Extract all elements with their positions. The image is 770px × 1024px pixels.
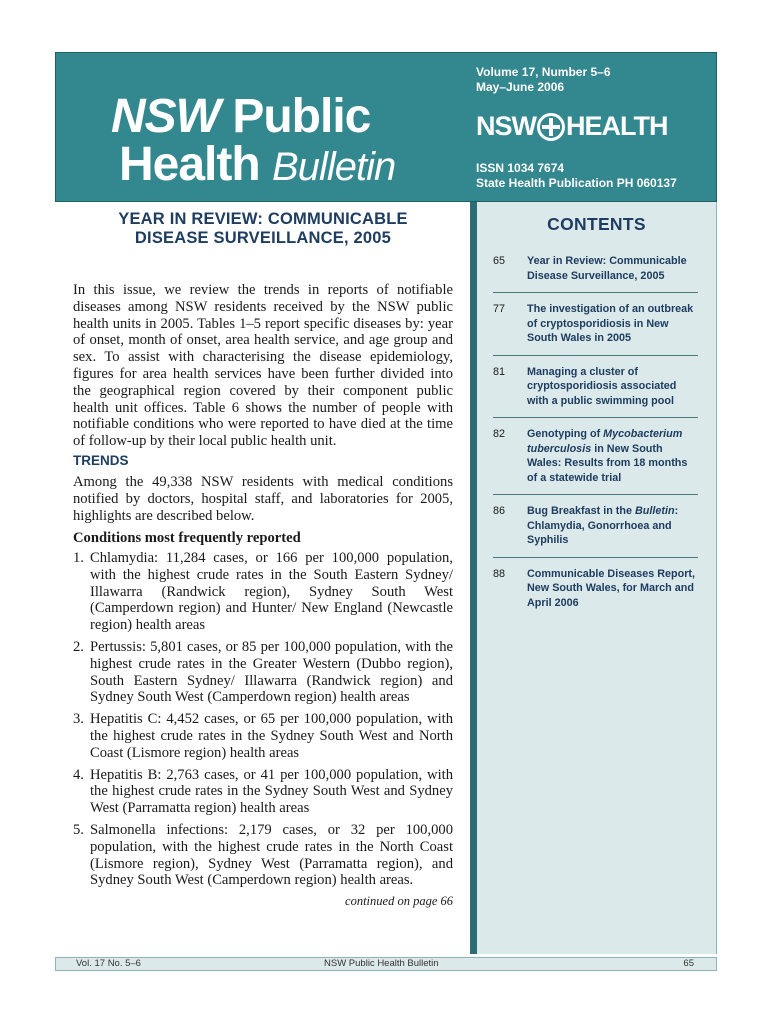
- contents-heading: CONTENTS: [547, 214, 646, 234]
- page-frame: [55, 52, 717, 971]
- contents-page: 77: [493, 303, 506, 315]
- list-text: Salmonella infections: 2,179 cases, or 32 per 100,000 population, with the highest crude rates in the North Coast (Lismore region), Sydney West (Parramatta region), and Sydney South West (Camperdown region) health areas.: [90, 821, 453, 889]
- title-public: Public: [219, 90, 371, 143]
- list-number: 4.: [73, 766, 84, 783]
- conditions-heading: Conditions most frequently reported: [73, 530, 301, 546]
- masthead: [55, 52, 717, 202]
- contents-item: [493, 567, 698, 620]
- article-title-line1: YEAR IN REVIEW: COMMUNICABLE: [118, 210, 408, 228]
- publication-number: State Health Publication PH 060137: [476, 176, 677, 190]
- contents-page: 81: [493, 365, 506, 378]
- trends-heading: TRENDS: [73, 453, 129, 468]
- contents-item: [493, 365, 698, 419]
- list-text: Pertussis: 5,801 cases, or 85 per 100,000 population, with the highest crude rates in the Greater Western (Dubbo region), South Eastern Sydney/ Illawarra (Randwick region) and Sydney South West (Camperdown region) health areas: [90, 638, 453, 706]
- contents-item: [493, 302, 698, 356]
- nsw-health-logo-left: NSW: [476, 111, 536, 141]
- contents-item: [493, 254, 698, 293]
- issue-info: [476, 65, 711, 95]
- contents-panel: [477, 202, 717, 954]
- article-title-line2: DISEASE SURVEILLANCE, 2005: [134, 229, 392, 247]
- nsw-health-logo-right: HEALTH: [566, 111, 668, 141]
- contents-item: [493, 504, 698, 558]
- trends-paragraph: Among the 49,338 NSW residents with medical conditions notified by doctors, hospital staff, and laboratories for 2005, highlights are described below.: [73, 474, 453, 524]
- page-footer: [55, 957, 717, 971]
- contents-title-italic: Mycobacterium tuberculosis: [527, 428, 683, 455]
- contents-title: Managing a cluster of cryptosporidiosis associated with a public swimming pool: [527, 365, 677, 407]
- title-bulletin: Bulletin: [272, 145, 396, 189]
- article-column: [73, 210, 453, 908]
- contents-title: Year in Review: Communicable Disease Surveillance, 2005: [527, 255, 687, 282]
- list-item: [73, 822, 453, 889]
- contents-list: [493, 254, 698, 628]
- list-item: [73, 550, 453, 634]
- contents-title: Communicable Diseases Report, New South Wales, for March and April 2006: [527, 567, 696, 609]
- contents-title-part: Genotyping of: [527, 428, 604, 440]
- footer-page-number: 65: [683, 958, 694, 969]
- contents-title-part: : Chlamydia, Gonorrhoea and Syphilis: [527, 505, 679, 546]
- list-number: 5.: [73, 821, 84, 838]
- issn: ISSN 1034 7674: [476, 161, 565, 175]
- contents-title: The investigation of an outbreak of cryptosporidiosis in New South Wales in 2005: [527, 303, 694, 344]
- article-title: [73, 210, 453, 248]
- title-health: Health: [119, 138, 260, 191]
- list-text: Hepatitis C: 4,452 cases, or 65 per 100,000 population, with the highest crude rates in the Sydney South West and North Coast (Lismore region) health areas: [90, 711, 453, 761]
- conditions-list: [73, 550, 453, 894]
- continued-note: continued on page 66: [345, 894, 453, 908]
- list-item: [73, 767, 453, 817]
- list-text: Chlamydia: 11,284 cases, or 166 per 100,000 population, with the highest crude rates in the South Eastern Sydney/ Illawarra (Randwick region), Sydney South West (Camperdown region) and Hunter/ New England (Newcastle region) health areas: [90, 550, 453, 634]
- nsw-health-logo: [476, 111, 668, 142]
- nsw-health-crest-icon: [537, 113, 565, 141]
- issue-date: May–June 2006: [476, 80, 565, 94]
- contents-title-part: Bug Breakfast in the: [527, 505, 635, 517]
- volume-number: Volume 17, Number 5–6: [476, 65, 611, 79]
- bulletin-logo-title: [111, 90, 396, 191]
- contents-title: [527, 504, 698, 548]
- title-nsw: NSW: [111, 90, 220, 143]
- footer-volume: Vol. 17 No. 5–6: [76, 958, 141, 969]
- intro-paragraph: In this issue, we review the trends in reports of notifiable diseases among NSW residents received by the NSW public health units in 2005. Tables 1–5 report specific diseases by: year of onset, month of onset, area health service, and age group and sex. To assist with characterising the disease epidemiology, figures for area health services have been further divided into the geographical region covered by their component public health unit offices. Table 6 shows the number of people with notifiable conditions who were reported to have died at the time of follow-up by their local public health unit.: [73, 282, 453, 450]
- list-item: [73, 711, 453, 761]
- contents-page: 88: [493, 567, 506, 580]
- list-item: [73, 639, 453, 706]
- contents-title-italic: Bulletin: [635, 505, 675, 517]
- list-number: 1.: [73, 550, 84, 566]
- contents-item: [493, 427, 698, 495]
- contents-page: 82: [493, 428, 506, 440]
- list-text: Hepatitis B: 2,763 cases, or 41 per 100,000 population, with the highest crude rates in the Sydney South West and Sydney West (Parramatta region) health areas: [90, 766, 453, 817]
- contents-page: 65: [493, 255, 506, 267]
- list-number: 2.: [73, 638, 84, 655]
- list-number: 3.: [73, 711, 84, 728]
- contents-title: [527, 427, 698, 485]
- publication-info: [476, 161, 677, 191]
- contents-page: 86: [493, 505, 506, 517]
- contents-title-part: in New South Wales: Results from 18 months of a statewide trial: [527, 442, 688, 484]
- footer-title: NSW Public Health Bulletin: [324, 958, 439, 969]
- column-divider: [470, 202, 477, 954]
